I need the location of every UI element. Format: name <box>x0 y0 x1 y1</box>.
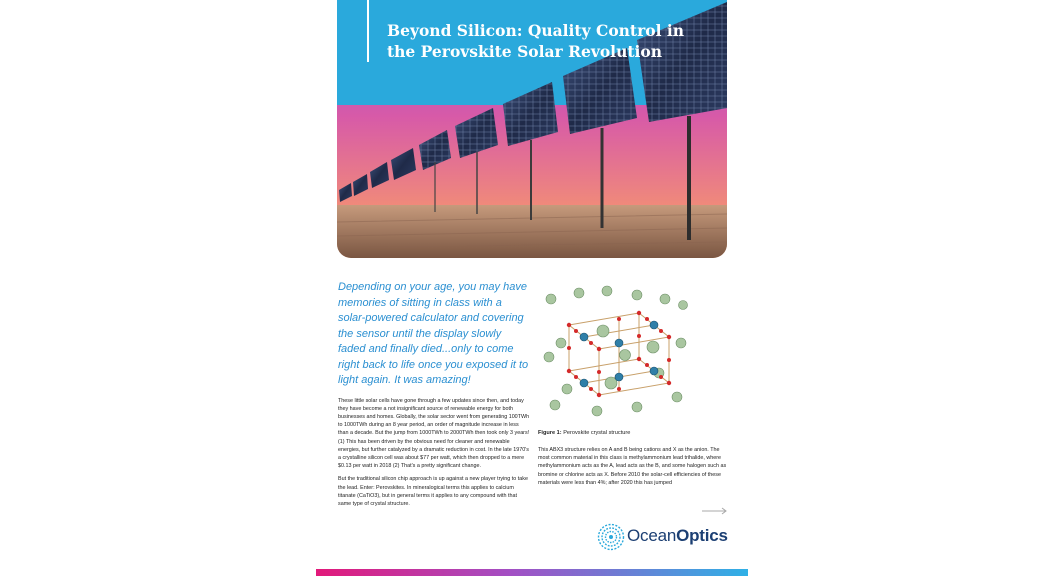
document-page <box>316 0 748 576</box>
right-paragraph: This ABX3 structure relies on A and B being cations and X as the anion. The most common material in this class is methylammonium lead trihalide, where methylammonium acts as the A, lead acts as the B, and some halogen such as bromine or chlorine acts as X. Before 2010 the solar-cell efficiencies of these materials were less than 4%; after 2020 this has jumped <box>538 447 727 486</box>
perovskite-crystal-figure <box>541 285 691 417</box>
intro-paragraph: Depending on your age, you may have memories of sitting in class with a solar-powered calculator and covering the sensor until the display slowly faded and finally died...only to come right back to life once you exposed it to light again. It was amazing! <box>338 281 529 386</box>
brand-name-light: Ocean <box>627 526 677 545</box>
brand-name-bold: Optics <box>676 526 728 545</box>
figure-label: Figure 1: <box>538 430 562 436</box>
title-accent-line <box>367 0 369 62</box>
ocean-optics-logo <box>597 523 747 551</box>
right-column <box>538 430 730 492</box>
left-column <box>338 280 530 513</box>
figure-caption-text: Perovskite crystal structure <box>563 430 631 436</box>
body-paragraph-2: But the traditional silicon chip approach is up against a new player trying to take the lead. Enter: Perovskites. In mineralogical terms this applies to calcium titanate (CaTiO3), but in general terms it applies to any compound with that same type of crystal structure. <box>338 476 528 507</box>
document-title: Beyond Silicon: Quality Control in the Perovskite Solar Revolution <box>387 21 685 61</box>
crystal-structure-diagram <box>541 285 691 417</box>
body-paragraph-1: These little solar cells have gone through a few updates since then, and today they have become a not insignificant source of renewable energy for both businesses and homes. Globally, the solar sector went from generating 100TWh to 1000TWh during an 8 year period, an order of magnitude increase in less than a decade. But the jump from 1000TWh to 2000TWh then took only 3 years! (1) This has been driven by the obvious need for cleaner and renewable energies, but further catalyzed by a dramatic reduction in cost. In the late 1970's a crystalline silicon cell was about $77 per watt, which then dropped to a mere $0.13 per watt in 2018 (2) That's a pretty significant change. <box>338 397 530 470</box>
arrow-right-icon[interactable] <box>701 506 729 516</box>
ocean-optics-logo-icon <box>597 523 625 551</box>
gradient-footer-bar <box>316 569 748 576</box>
brand-name <box>627 526 728 546</box>
figure-caption <box>538 430 730 436</box>
